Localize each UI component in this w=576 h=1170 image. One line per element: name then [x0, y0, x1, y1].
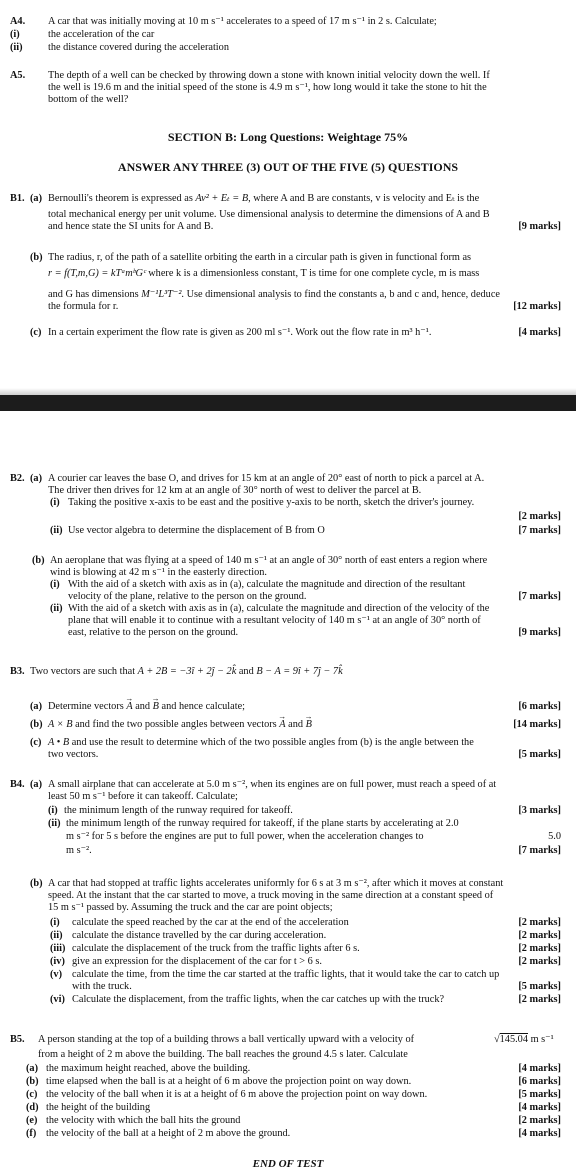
question-stem: from a height of 2 m above the building. The ball reaches the ground 4.5 s later. Calculate: [38, 1049, 408, 1060]
part-number: (ii): [50, 525, 63, 536]
vector-b: → B: [153, 701, 159, 713]
part-number: (a): [30, 473, 43, 484]
part-text: calculate the speed reached by the car at the end of the acceleration: [72, 917, 349, 928]
part-text: Taking the positive x-axis to be east and the positive y-axis to be north, sketch the driver's journey.: [68, 497, 475, 508]
part-text: the formula for r.: [48, 301, 119, 312]
marks: [3 marks]: [518, 805, 561, 816]
part-text: wind is blowing at 42 m s⁻¹ in the easterly direction.: [50, 567, 267, 578]
part-text: with the truck.: [72, 981, 132, 992]
part-number: (i): [50, 579, 60, 590]
part-number: (i): [50, 497, 60, 508]
part-text: m s⁻².: [66, 845, 92, 856]
part-number: (c): [30, 737, 42, 748]
part-text: The radius, r, of the path of a satellite orbiting the earth in a circular path is given in functional form as: [48, 252, 472, 263]
part-text: least 50 m s⁻¹ before it can takeoff. Calculate;: [48, 791, 238, 802]
vector-equation-1: A + 2B = −3î + 2ĵ − 2k̂: [137, 666, 237, 677]
part-text: In a certain experiment the flow rate is given as 200 ml s⁻¹. Work out the flow rate in m³ h⁻¹.: [48, 327, 432, 338]
part-number: (c): [26, 1089, 38, 1100]
part-number: (f): [26, 1128, 37, 1139]
cross-product: A × B: [48, 719, 73, 730]
question-text: The depth of a well can be checked by throwing down a stone with known initial velocity down the well. If: [48, 70, 490, 81]
marks: [2 marks]: [518, 956, 561, 967]
marks: [6 marks]: [518, 1076, 561, 1087]
vector-b: → B: [306, 719, 312, 731]
part-text: the maximum height reached, above the building.: [46, 1063, 251, 1074]
part-number: (v): [50, 969, 63, 980]
part-text: total mechanical energy per unit volume. Use dimensional analysis to determine the dimensions of A and B: [48, 209, 490, 220]
text: Two vectors are such that: [30, 666, 136, 677]
part-number: (a): [26, 1063, 39, 1074]
part-text: The driver then drives for 12 km at an angle of 30° north of west to deliver the parcel at B.: [48, 485, 422, 496]
velocity-value: √145.04 m s⁻¹: [494, 1034, 554, 1045]
part-text: Calculate the displacement, from the traffic lights, when the car catches up with the truck?: [72, 994, 445, 1005]
part-number: (i): [50, 917, 60, 928]
section-title: SECTION B: Long Questions: Weightage 75%: [167, 130, 409, 144]
vector-equation-2: B − A = 9î + 7ĵ − 7k̂: [256, 666, 343, 677]
text: and: [135, 701, 151, 712]
text: and use the result to determine which of the two possible angles from (b) is the angle between the: [71, 737, 474, 748]
part-number: (c): [30, 327, 42, 338]
question-label: B2.: [10, 473, 25, 484]
part-number: (ii): [50, 603, 63, 614]
marks: [4 marks]: [518, 1128, 561, 1139]
text: Determine vectors: [48, 701, 124, 712]
part-text: [48, 701, 245, 713]
part-text: speed. At the instant that the car started to move, a truck moving in the same direction at a constant speed of: [48, 890, 494, 901]
part-text: calculate the displacement of the truck from the traffic lights after 6 s.: [72, 943, 360, 954]
part-text: A small airplane that can accelerate at 5.0 m s⁻², when its engines are on full power, must reach a speed of at: [48, 779, 497, 790]
part-number: (a): [30, 193, 43, 204]
part-text: With the aid of a sketch with axis as in (a), calculate the magnitude and direction of the velocity of the: [68, 603, 490, 614]
part-text: the minimum length of the runway required for takeoff, if the plane starts by accelerating at 2.0: [66, 818, 459, 829]
text: Bernoulli's theorem is expressed as: [48, 193, 193, 204]
instruction: ANSWER ANY THREE (3) OUT OF THE FIVE (5) QUESTIONS: [117, 160, 459, 174]
part-number: (i): [48, 805, 58, 816]
marks: [9 marks]: [518, 221, 561, 232]
part-text: the height of the building: [46, 1102, 151, 1113]
text: and: [288, 719, 303, 730]
marks: [12 marks]: [513, 301, 561, 312]
text: and: [238, 666, 254, 677]
question-text: bottom of the well?: [48, 94, 129, 105]
marks: [4 marks]: [518, 1063, 561, 1074]
question-stem: A car that was initially moving at 10 m s⁻¹ accelerates to a speed of 17 m s⁻¹ in 2 s. Calculate;: [48, 16, 437, 27]
text: and G has dimensions: [48, 289, 139, 300]
part-number: (a): [30, 701, 43, 712]
part-number: (b): [30, 878, 43, 889]
marks: [14 marks]: [513, 719, 561, 730]
part-text: plane that will enable it to continue with a resultant velocity of 140 m s⁻¹ at an angle of 30° north of: [68, 615, 481, 626]
marks: [2 marks]: [518, 1115, 561, 1126]
part-text: [48, 719, 312, 731]
part-number: (b): [32, 555, 45, 566]
end-of-test: END OF TEST: [252, 1158, 324, 1170]
question-label: B3.: [10, 666, 25, 677]
text: and find the two possible angles between vectors: [75, 719, 277, 730]
marks: [2 marks]: [518, 930, 561, 941]
bernoulli-formula: Av² + Eₜ = B: [195, 193, 249, 204]
part-number: (iv): [50, 956, 65, 967]
part-text: [48, 268, 479, 280]
marks: [4 marks]: [518, 327, 561, 338]
marks: [5 marks]: [518, 749, 561, 760]
part-number: (iii): [50, 943, 66, 954]
question-label: B4.: [10, 779, 25, 790]
question-label: B5.: [10, 1034, 25, 1045]
page-break-shadow: [0, 388, 576, 395]
marks: [2 marks]: [518, 511, 561, 522]
part-number: (b): [26, 1076, 39, 1087]
part-text: A car that had stopped at traffic lights accelerates uniformly for 6 s at 3 m s⁻², after which it moves at constant: [48, 878, 504, 889]
part-text: the velocity of the ball at a height of 2 m above the ground.: [46, 1128, 291, 1139]
page-break-band: [0, 395, 576, 411]
text: . Use dimensional analysis to find the constants a, b and c and, hence, deduce: [181, 289, 500, 300]
part-text: east, relative to the person on the ground.: [68, 627, 239, 638]
radius-formula: r = f(T,m,G) = kTᵃmᵇGᶜ: [48, 268, 146, 279]
part-text: With the aid of a sketch with axis as in (a), calculate the magnitude and direction of the resultant: [68, 579, 466, 590]
part-text: the acceleration of the car: [48, 29, 155, 40]
part-number: (a): [30, 779, 43, 790]
text: and hence calculate;: [161, 701, 246, 712]
part-number: (d): [26, 1102, 39, 1113]
question-stem: [30, 666, 343, 678]
marks: [5 marks]: [518, 981, 561, 992]
part-number: (e): [26, 1115, 38, 1126]
marks: [2 marks]: [518, 943, 561, 954]
question-label: B1.: [10, 193, 25, 204]
marks: [7 marks]: [518, 591, 561, 602]
marks: [7 marks]: [518, 525, 561, 536]
text: where k is a dimensionless constant, T is time for one complete cycle, m is mass: [145, 268, 480, 279]
part-text: An aeroplane that was flying at a speed of 140 m s⁻¹ at an angle of 30° north of east enters a region where: [50, 555, 488, 566]
part-number: (ii): [48, 818, 61, 829]
marks: [5 marks]: [518, 1089, 561, 1100]
sqrt-radicand: 145.04: [499, 1034, 528, 1045]
part-text: m s⁻² for 5 s before the engines are put to full power, when the acceleration changes to: [66, 831, 424, 842]
part-text: velocity of the plane, relative to the person on the ground.: [68, 591, 307, 602]
part-number: (i): [10, 29, 20, 40]
part-text: calculate the time, from the time the car started at the traffic lights, that it would take the car to catch up: [72, 969, 500, 980]
part-text: and hence state the SI units for A and B.: [48, 221, 214, 232]
part-text: the distance covered during the acceleration: [48, 42, 229, 53]
g-dimensions: M⁻¹L³T⁻²: [141, 289, 182, 300]
part-text: calculate the distance travelled by the car during acceleration.: [72, 930, 327, 941]
part-text: [48, 193, 479, 205]
part-text: [48, 737, 474, 749]
question-label: A5.: [10, 70, 26, 81]
part-text: the velocity with which the ball hits the ground: [46, 1115, 241, 1126]
part-text: [48, 289, 500, 301]
part-text: the velocity of the ball when it is at a height of 6 m above the projection point on way down.: [46, 1089, 428, 1100]
part-text: A courier car leaves the base O, and drives for 15 km at an angle of 20° east of north to pick a parcel at A.: [48, 473, 485, 484]
part-number: (ii): [50, 930, 63, 941]
text: , where A and B are constants, v is velocity and Eₜ is the: [248, 193, 480, 204]
marks: [7 marks]: [518, 845, 561, 856]
marks: [4 marks]: [518, 1102, 561, 1113]
question-stem: A person standing at the top of a building throws a ball vertically upward with a velocity of: [38, 1034, 415, 1045]
part-number: (b): [30, 719, 43, 730]
part-number: (vi): [50, 994, 65, 1005]
vector-a: → A: [279, 719, 285, 731]
part-number: (b): [30, 252, 43, 263]
marks: [9 marks]: [518, 627, 561, 638]
part-text: give an expression for the displacement of the car for t > 6 s.: [72, 956, 322, 967]
marks: [6 marks]: [518, 701, 561, 712]
value: 5.0: [548, 831, 561, 842]
part-text: the minimum length of the runway required for takeoff.: [64, 805, 293, 816]
part-text: Use vector algebra to determine the displacement of B from O: [68, 525, 325, 536]
unit: m s⁻¹: [530, 1034, 554, 1045]
part-text: 15 m s⁻¹ passed by. Assuming the truck and the car are point objects;: [48, 902, 333, 913]
marks: [2 marks]: [518, 917, 561, 928]
marks: [2 marks]: [518, 994, 561, 1005]
part-text: two vectors.: [48, 749, 99, 760]
part-number: (ii): [10, 42, 23, 53]
vector-a: → A: [126, 701, 132, 713]
part-text: time elapsed when the ball is at a height of 6 m above the projection point on way down.: [46, 1076, 412, 1087]
dot-product: A • B: [48, 737, 70, 748]
question-label: A4.: [10, 16, 26, 27]
question-text: the well is 19.6 m and the initial speed of the stone is 4.9 m s⁻¹, how long would it take the stone to hit the: [48, 82, 487, 93]
